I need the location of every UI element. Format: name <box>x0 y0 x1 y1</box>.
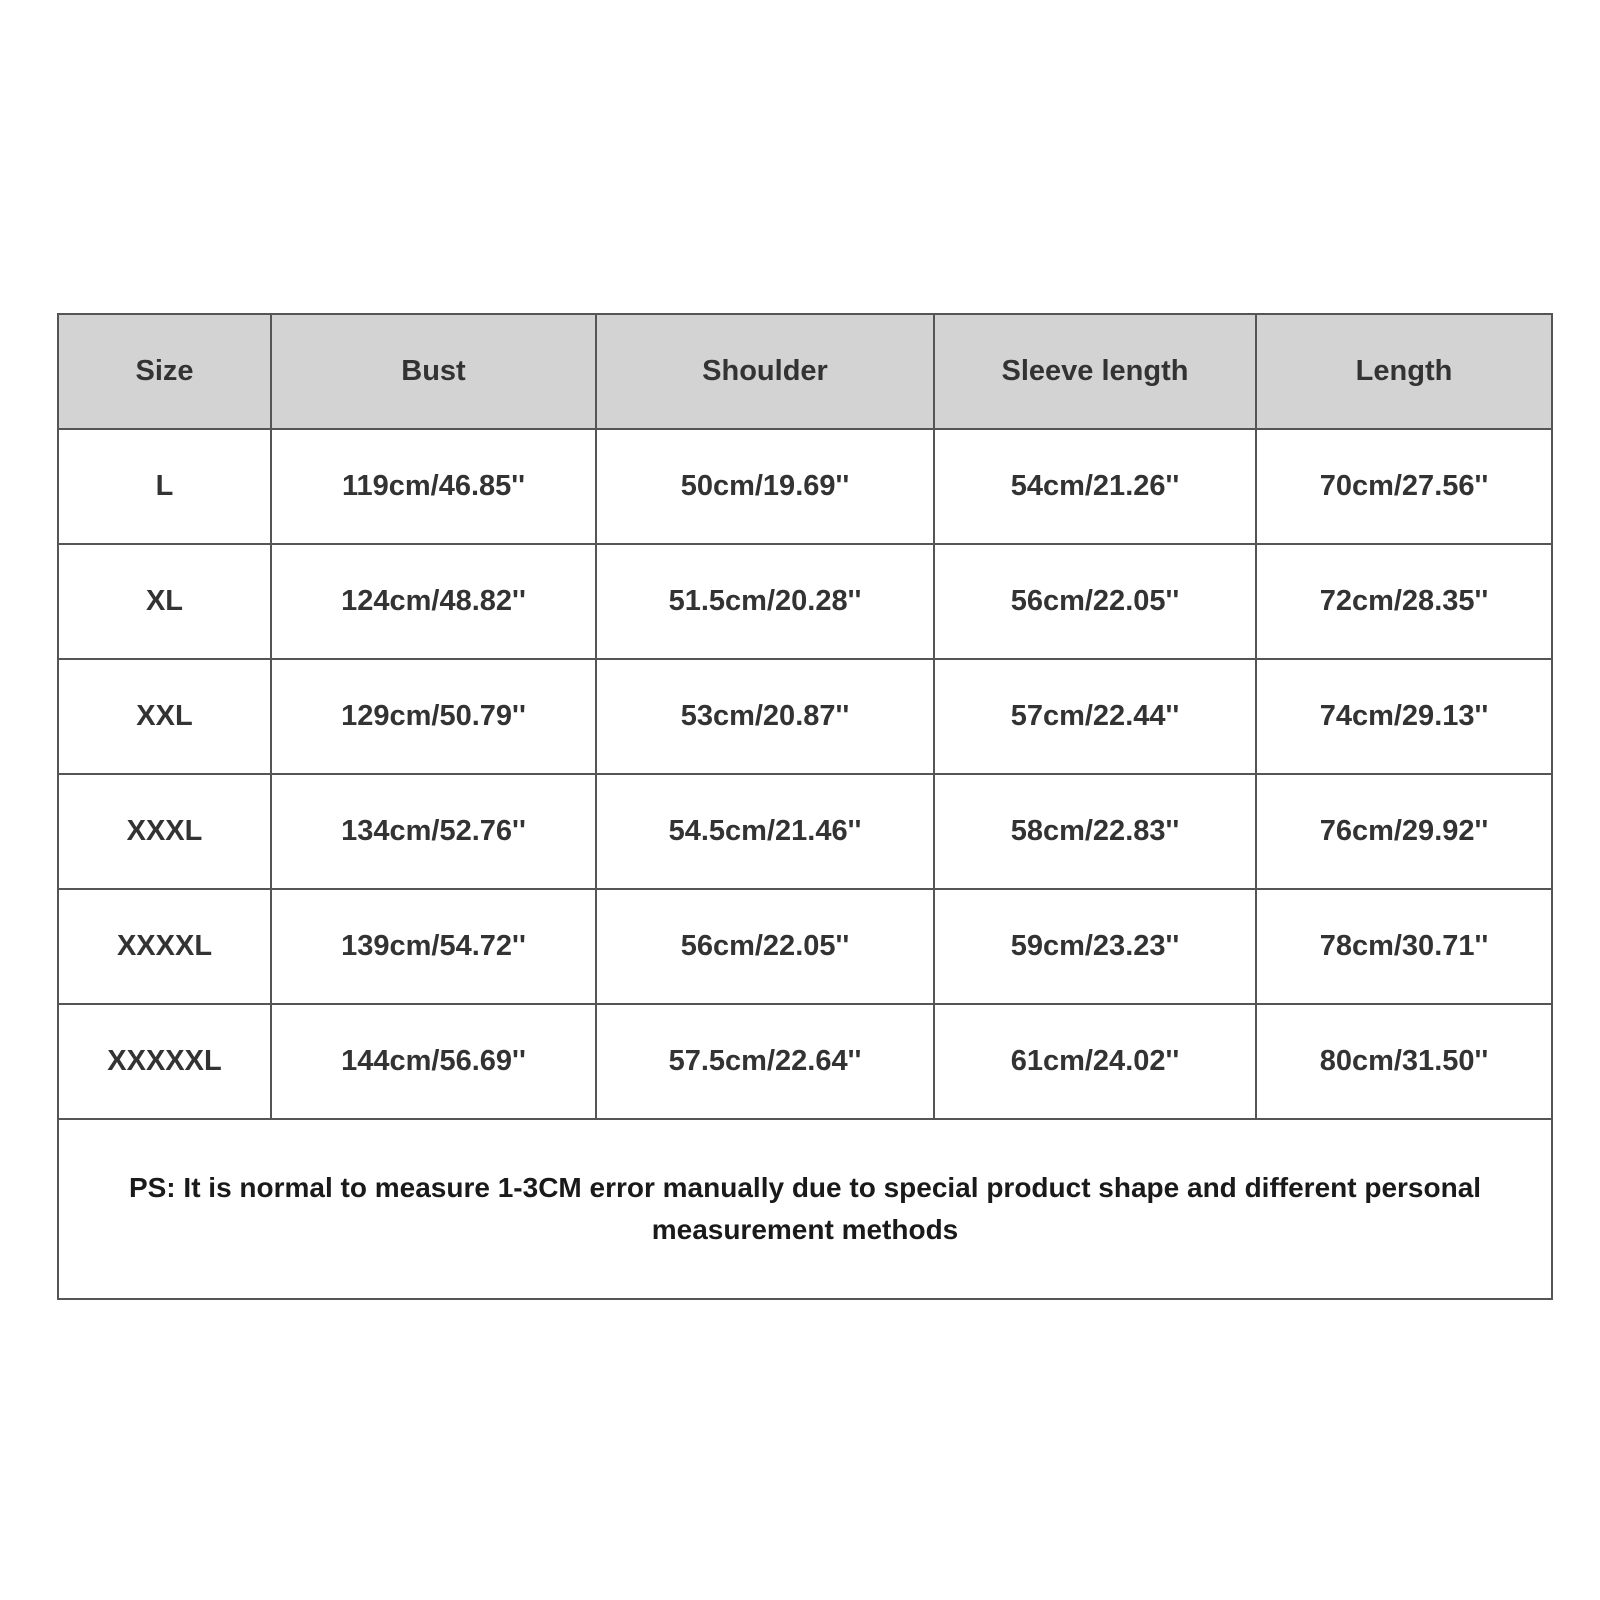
cell-bust: 144cm/56.69'' <box>271 1004 596 1119</box>
table-row <box>58 1004 1552 1119</box>
header-sleeve-length: Sleeve length <box>934 314 1256 429</box>
cell-length: 78cm/30.71'' <box>1256 889 1552 1004</box>
table-row <box>58 429 1552 544</box>
header-row <box>58 314 1552 429</box>
header-size: Size <box>58 314 271 429</box>
cell-sleeve-length: 61cm/24.02'' <box>934 1004 1256 1119</box>
size-chart-table <box>57 313 1553 1300</box>
cell-length: 70cm/27.56'' <box>1256 429 1552 544</box>
cell-sleeve-length: 58cm/22.83'' <box>934 774 1256 889</box>
table-body <box>58 429 1552 1119</box>
cell-shoulder: 56cm/22.05'' <box>596 889 934 1004</box>
table-row <box>58 889 1552 1004</box>
cell-sleeve-length: 54cm/21.26'' <box>934 429 1256 544</box>
cell-shoulder: 57.5cm/22.64'' <box>596 1004 934 1119</box>
cell-bust: 129cm/50.79'' <box>271 659 596 774</box>
cell-size: XXXL <box>58 774 271 889</box>
header-bust: Bust <box>271 314 596 429</box>
cell-sleeve-length: 56cm/22.05'' <box>934 544 1256 659</box>
cell-length: 76cm/29.92'' <box>1256 774 1552 889</box>
cell-size: XXXXXL <box>58 1004 271 1119</box>
header-length: Length <box>1256 314 1552 429</box>
header-shoulder: Shoulder <box>596 314 934 429</box>
cell-bust: 124cm/48.82'' <box>271 544 596 659</box>
cell-shoulder: 50cm/19.69'' <box>596 429 934 544</box>
cell-length: 80cm/31.50'' <box>1256 1004 1552 1119</box>
cell-size: XXXXL <box>58 889 271 1004</box>
table-footer <box>58 1119 1552 1299</box>
table-row <box>58 774 1552 889</box>
cell-size: XXL <box>58 659 271 774</box>
measurement-note: PS: It is normal to measure 1-3CM error manually due to special product shape and different personal measurement methods <box>58 1119 1552 1299</box>
cell-sleeve-length: 57cm/22.44'' <box>934 659 1256 774</box>
cell-size: XL <box>58 544 271 659</box>
cell-bust: 134cm/52.76'' <box>271 774 596 889</box>
cell-shoulder: 51.5cm/20.28'' <box>596 544 934 659</box>
cell-sleeve-length: 59cm/23.23'' <box>934 889 1256 1004</box>
cell-bust: 119cm/46.85'' <box>271 429 596 544</box>
table-row <box>58 659 1552 774</box>
note-row <box>58 1119 1552 1299</box>
table-header <box>58 314 1552 429</box>
cell-bust: 139cm/54.72'' <box>271 889 596 1004</box>
cell-shoulder: 53cm/20.87'' <box>596 659 934 774</box>
table-row <box>58 544 1552 659</box>
cell-length: 72cm/28.35'' <box>1256 544 1552 659</box>
cell-size: L <box>58 429 271 544</box>
cell-shoulder: 54.5cm/21.46'' <box>596 774 934 889</box>
cell-length: 74cm/29.13'' <box>1256 659 1552 774</box>
